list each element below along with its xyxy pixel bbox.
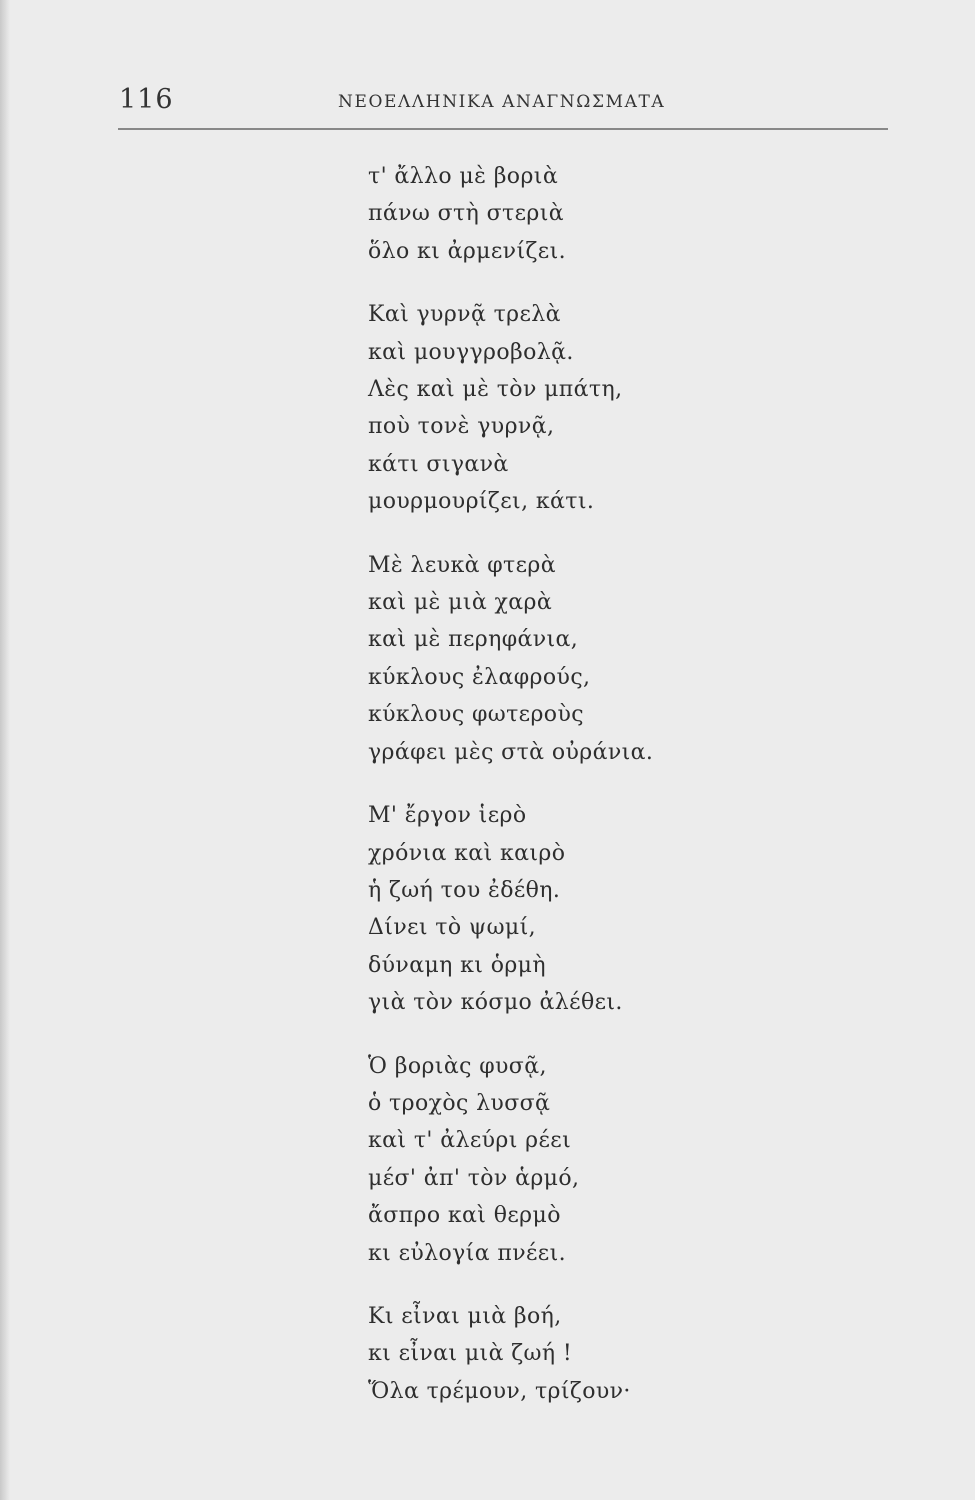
poem-line: κάτι σιγανὰ [368,451,509,477]
poem-line: καὶ μὲ μιὰ χαρὰ [368,590,553,616]
poem-line: ποὺ τονὲ γυρνᾷ, [368,414,555,440]
poem-line: Καὶ γυρνᾷ τρελὰ [368,302,561,328]
stanza-5 [368,1048,888,1272]
poem-line: καὶ τ' ἀλεύρι ρέει [368,1128,572,1154]
poem-line: κύκλους ἐλαφρούς, [368,664,591,690]
poem-line: καὶ μὲ περηφάνια, [368,627,579,653]
poem-body [368,158,888,1436]
stanza-4 [368,797,888,1021]
running-title: ΝΕΟΕΛΛΗΝΙΚΑ ΑΝΑΓΝΩΣΜΑΤΑ [338,92,666,112]
poem-line: Μ' ἔργον ἱερὸ [368,803,527,829]
stanza-3 [368,547,888,771]
poem-line: καὶ μουγγροβολᾷ. [368,339,574,365]
poem-line: ὅλο κι ἀρμενίζει. [368,238,567,264]
poem-line: πάνω στὴ στεριὰ [368,201,564,227]
poem-line: Δίνει τὸ ψωμί, [368,915,537,941]
poem-line: κύκλους φωτεροὺς [368,702,584,728]
stanza-6 [368,1298,888,1410]
page-number: 116 [119,84,174,115]
poem-line: Λὲς καὶ μὲ τὸν μπάτη, [368,377,623,403]
poem-line: Ὅλα τρέμουν, τρίζουν· [368,1378,631,1404]
stanza-2 [368,296,888,520]
header-rule [118,128,888,130]
poem-line: μέσ' ἀπ' τὸν ἁρμό, [368,1165,580,1191]
poem-line: κι εὐλογία πνέει. [368,1240,567,1266]
poem-line: ἡ ζωή του ἐδέθη. [368,877,561,903]
poem-line: Μὲ λευκὰ φτερὰ [368,552,557,578]
poem-line: δύναμη κι ὁρμὴ [368,952,546,978]
page-edge-shadow [0,0,10,1500]
poem-line: τ' ἄλλο μὲ βοριὰ [368,164,559,189]
poem-line: ὁ τροχὸς λυσσᾷ [368,1090,551,1116]
poem-line: κι εἶναι μιὰ ζωή ! [368,1341,573,1367]
poem-line: μουρμουρίζει, κάτι. [368,489,595,515]
poem-line: Ὁ βοριὰς φυσᾷ, [368,1053,547,1079]
poem-line: χρόνια καὶ καιρὸ [368,840,566,866]
poem-line: γράφει μὲς στὰ οὐράνια. [368,739,654,765]
stanza-1 [368,158,888,270]
poem-line: ἄσπρο καὶ θερμὸ [368,1203,561,1229]
poem-line: γιὰ τὸν κόσμο ἀλέθει. [368,990,623,1016]
poem-line: Κι εἶναι μιὰ βοή, [368,1303,562,1329]
